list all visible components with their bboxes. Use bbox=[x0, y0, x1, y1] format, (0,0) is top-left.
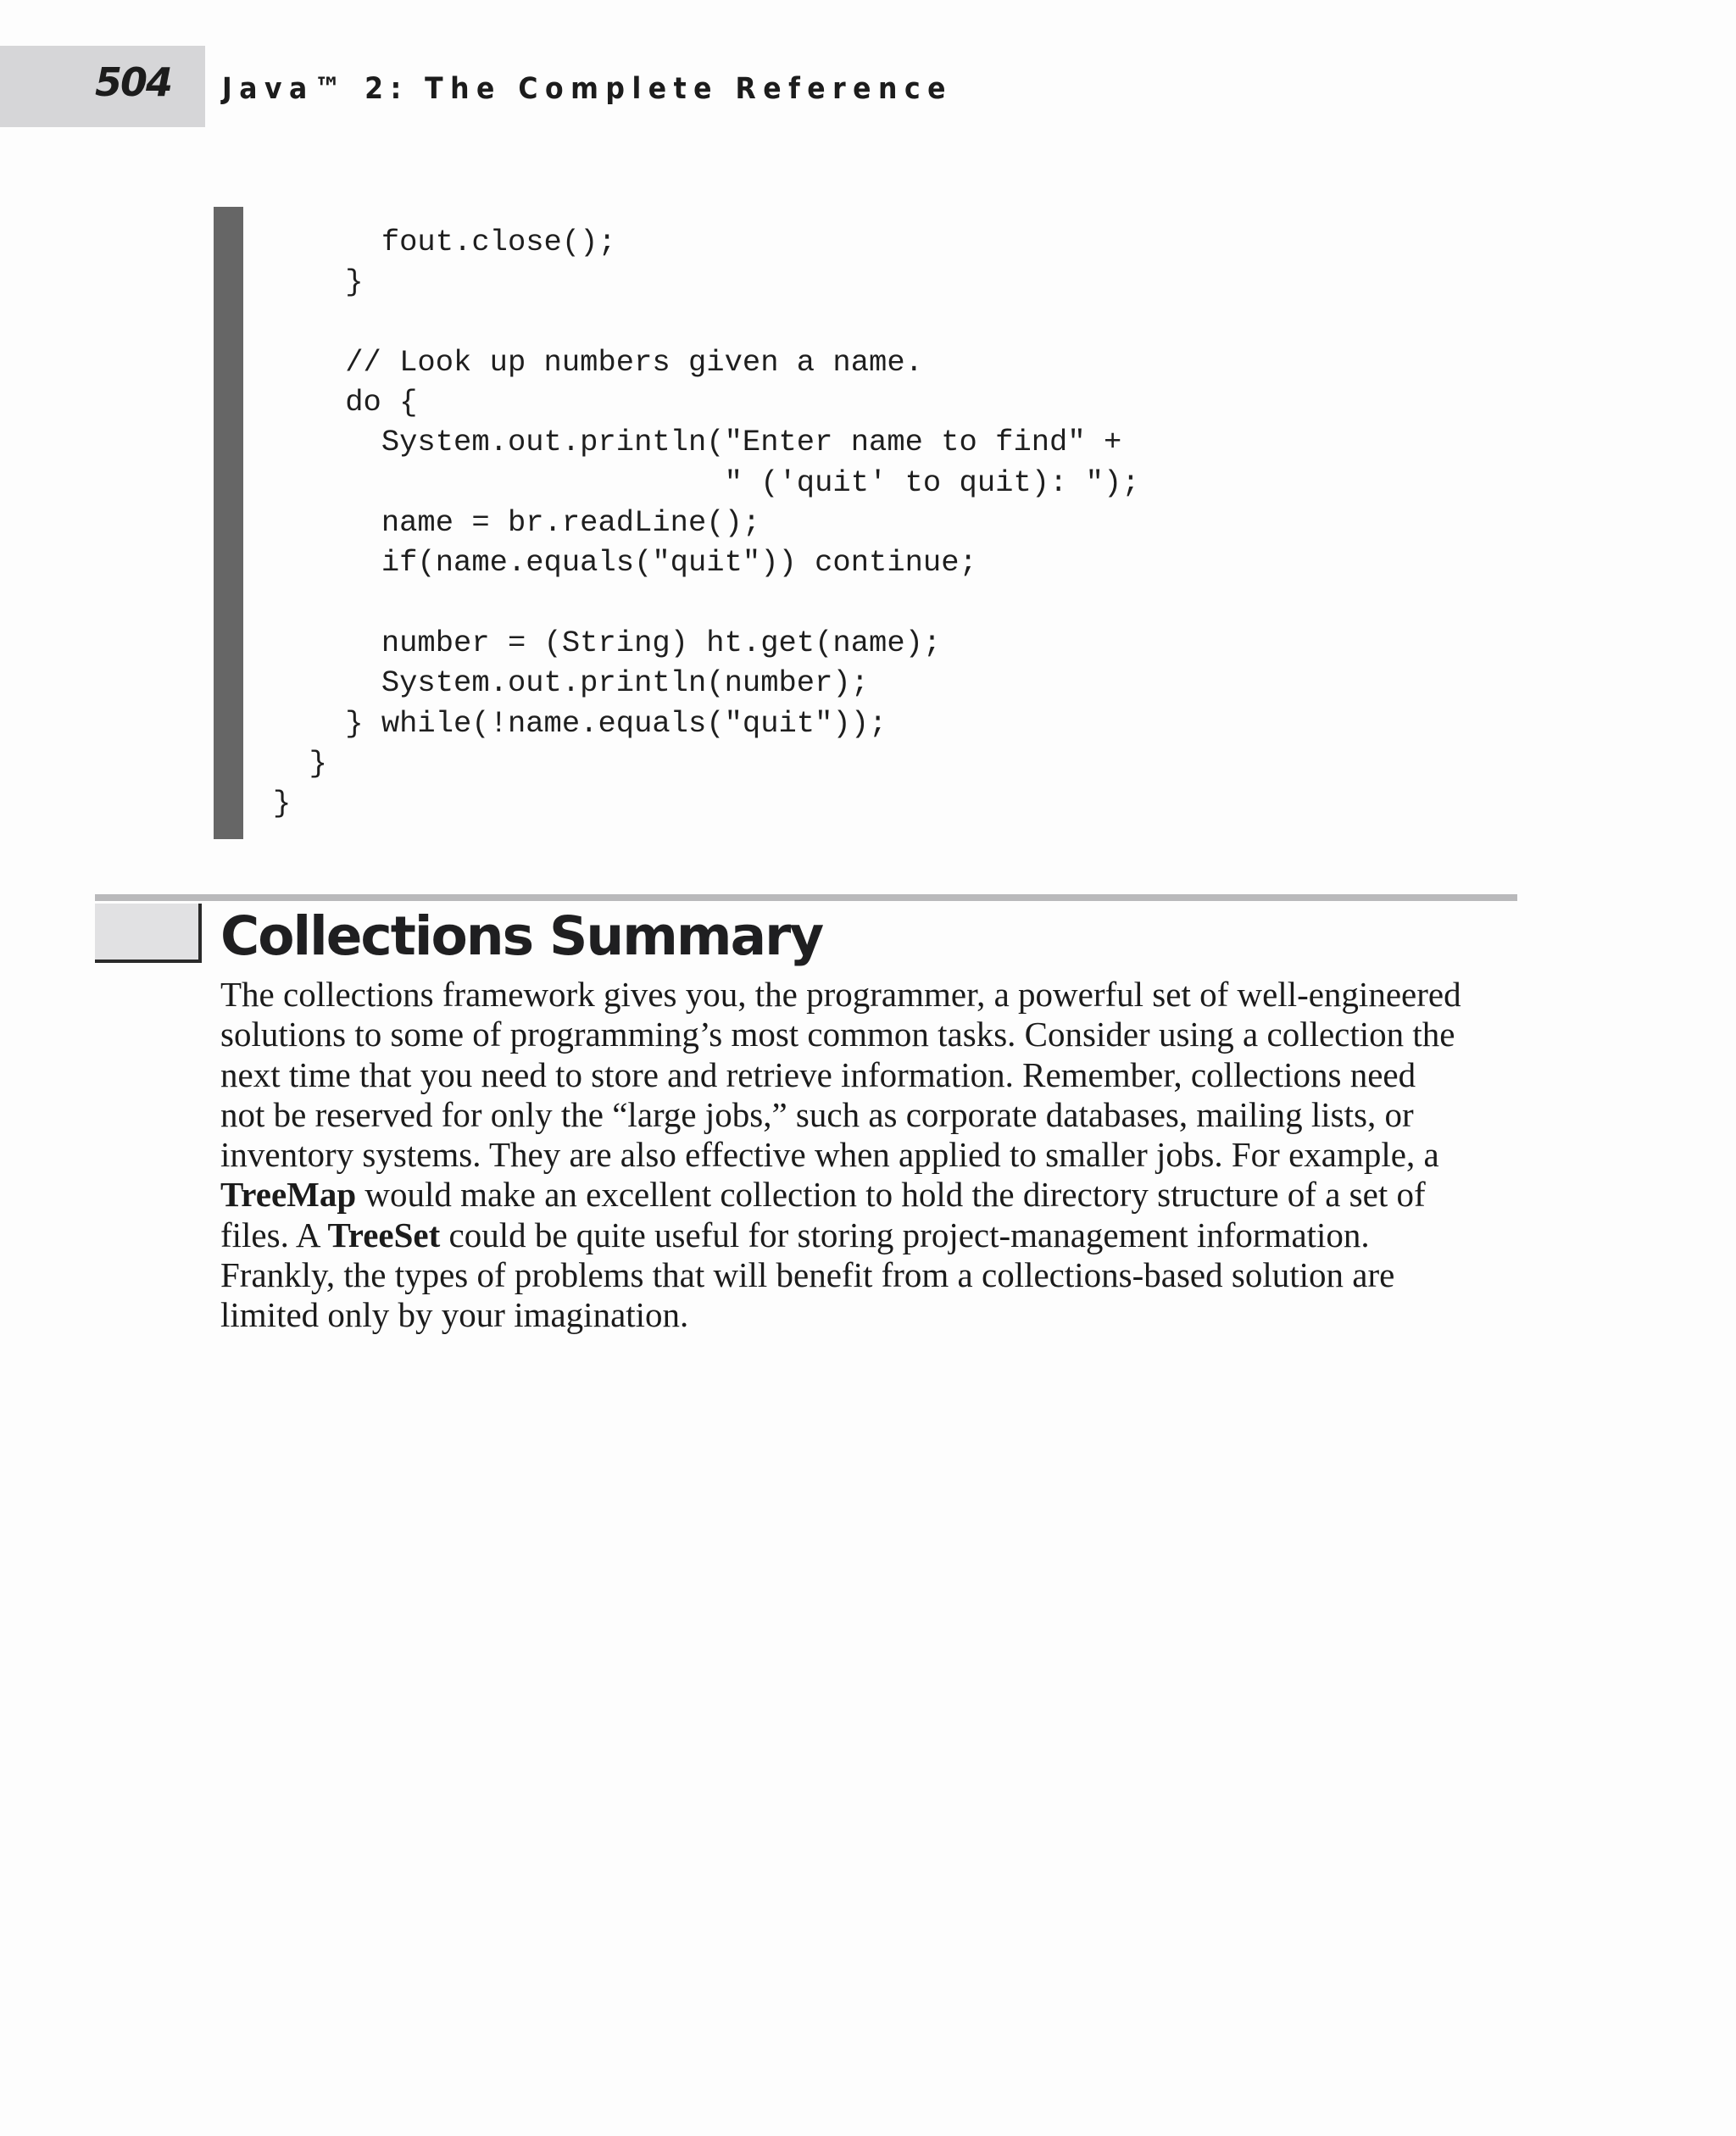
class-name-term: TreeMap bbox=[220, 1175, 357, 1215]
code-listing bbox=[273, 222, 1140, 823]
paragraph-line bbox=[220, 1015, 1526, 1054]
paragraph-text: solutions to some of programming’s most common tasks. Consider using a collection the bbox=[220, 1015, 1455, 1054]
section-marker-box bbox=[95, 904, 202, 963]
code-line: " ('quit' to quit): "); bbox=[273, 464, 1140, 500]
class-name-term: TreeSet bbox=[327, 1215, 441, 1254]
paragraph-text: not be reserved for only the “large jobs,” such as corporate databases, mailing lists, or bbox=[220, 1094, 1414, 1134]
code-line: fout.close(); bbox=[273, 225, 616, 259]
paragraph-text: files. A bbox=[220, 1215, 328, 1254]
paragraph-line bbox=[220, 1215, 1526, 1255]
page-number: 504 bbox=[95, 59, 172, 105]
section-heading: Collections Summary bbox=[220, 905, 823, 967]
paragraph-text: inventory systems. They are also effective when applied to smaller jobs. For example, a bbox=[220, 1135, 1439, 1175]
code-line: } while(!name.equals("quit")); bbox=[273, 705, 887, 741]
section-rule bbox=[95, 894, 1517, 901]
section-paragraph bbox=[220, 975, 1526, 1336]
code-line: do { bbox=[273, 385, 418, 420]
paragraph-text: could be quite useful for storing project-management information. bbox=[440, 1215, 1370, 1254]
code-line: number = (String) ht.get(name); bbox=[273, 625, 942, 660]
paragraph-line bbox=[220, 1055, 1526, 1095]
code-line: name = br.readLine(); bbox=[273, 505, 761, 541]
paragraph-line bbox=[220, 1175, 1526, 1215]
paragraph-text: would make an excellent collection to hold the directory structure of a set of bbox=[356, 1175, 1426, 1215]
paragraph-line bbox=[220, 975, 1526, 1015]
code-line: } bbox=[273, 264, 364, 300]
code-line: System.out.println(number); bbox=[273, 665, 870, 701]
paragraph-text: limited only by your imagination. bbox=[220, 1295, 689, 1335]
code-margin-bar bbox=[214, 207, 243, 839]
running-title: Java™ 2: The Complete Reference bbox=[222, 72, 953, 106]
code-line: } bbox=[273, 745, 327, 781]
code-line: System.out.println("Enter name to find" + bbox=[273, 425, 1122, 460]
paragraph-text: Frankly, the types of problems that will benefit from a collections-based solution are bbox=[220, 1255, 1395, 1295]
code-line: if(name.equals("quit")) continue; bbox=[273, 545, 977, 581]
paragraph-line bbox=[220, 1255, 1526, 1295]
paragraph-text: next time that you need to store and retrieve information. Remember, collections need bbox=[220, 1054, 1416, 1094]
paragraph-line bbox=[220, 1095, 1526, 1135]
code-line: // Look up numbers given a name. bbox=[273, 344, 923, 380]
paragraph-line bbox=[220, 1135, 1526, 1175]
paragraph-text: The collections framework gives you, the programmer, a powerful set of well-engineered bbox=[220, 975, 1461, 1014]
code-line: } bbox=[273, 786, 292, 821]
paragraph-line bbox=[220, 1295, 1526, 1335]
